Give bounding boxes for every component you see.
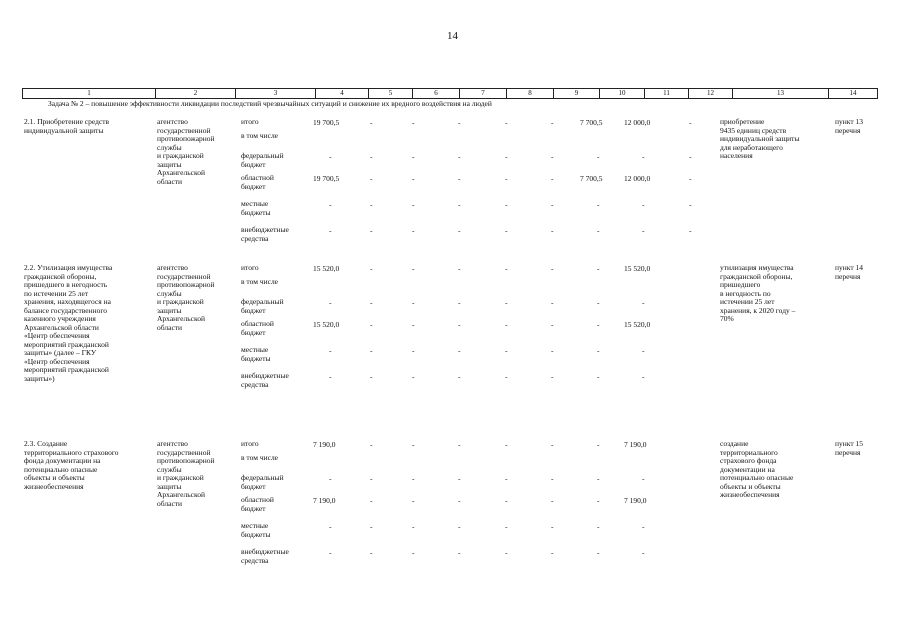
empty-value: -	[505, 372, 508, 381]
empty-value: -	[329, 474, 332, 483]
amount-c11: 12 000,0	[624, 118, 651, 127]
amount-total: 15 520,0	[313, 320, 340, 329]
amount-total: 7 190,0	[313, 440, 336, 449]
list-reference: пункт 15 перечня	[835, 439, 863, 457]
empty-value: -	[505, 522, 508, 531]
empty-value: -	[505, 200, 508, 209]
empty-value: -	[642, 152, 645, 161]
empty-value: -	[689, 226, 692, 235]
funding-label-federal: федеральный бюджет	[241, 473, 284, 491]
expected-result: утилизация имущества гражданской обороны, пришедшего в негодность по истечении 25 лет хранения, к 2020 году – 70%	[720, 263, 796, 323]
empty-value: -	[458, 474, 461, 483]
empty-value: -	[551, 474, 554, 483]
empty-value: -	[458, 298, 461, 307]
empty-value: -	[551, 264, 554, 273]
empty-value: -	[370, 118, 373, 127]
empty-value: -	[370, 226, 373, 235]
empty-value: -	[412, 118, 415, 127]
list-reference: пункт 14 перечня	[835, 263, 863, 281]
col-num-4: 4	[315, 89, 368, 98]
empty-value: -	[329, 298, 332, 307]
empty-value: -	[505, 320, 508, 329]
empty-value: -	[597, 474, 600, 483]
empty-value: -	[329, 346, 332, 355]
empty-value: -	[329, 372, 332, 381]
funding-label-regional: областной бюджет	[241, 319, 274, 337]
empty-value: -	[551, 118, 554, 127]
empty-value: -	[551, 346, 554, 355]
empty-value: -	[505, 118, 508, 127]
empty-value: -	[458, 264, 461, 273]
task-title: Задача № 2 – повышение эффективности ликвидации последствий чрезвычайных ситуаций и снижение их вредного воздействия на людей	[48, 99, 492, 108]
empty-value: -	[458, 346, 461, 355]
col-num-2: 2	[155, 89, 235, 98]
amount-c11: 7 190,0	[624, 496, 647, 505]
amount-total: 19 700,5	[313, 174, 340, 183]
col-num-11: 11	[644, 89, 688, 98]
empty-value: -	[597, 298, 600, 307]
empty-value: -	[458, 496, 461, 505]
empty-value: -	[458, 226, 461, 235]
empty-value: -	[689, 200, 692, 209]
empty-value: -	[458, 320, 461, 329]
empty-value: -	[505, 174, 508, 183]
funding-label-total: итого	[241, 439, 259, 448]
empty-value: -	[370, 152, 373, 161]
empty-value: -	[597, 320, 600, 329]
empty-value: -	[642, 548, 645, 557]
empty-value: -	[505, 496, 508, 505]
empty-value: -	[329, 522, 332, 531]
empty-value: -	[370, 440, 373, 449]
empty-value: -	[642, 346, 645, 355]
amount-c10: 7 700,5	[580, 118, 603, 127]
empty-value: -	[505, 548, 508, 557]
empty-value: -	[412, 522, 415, 531]
funding-label-extra: внебюджетные средства	[241, 547, 289, 565]
empty-value: -	[458, 548, 461, 557]
empty-value: -	[329, 152, 332, 161]
empty-value: -	[412, 226, 415, 235]
col-num-5: 5	[368, 89, 412, 98]
empty-value: -	[597, 548, 600, 557]
empty-value: -	[412, 320, 415, 329]
col-num-13: 13	[732, 89, 828, 98]
empty-value: -	[642, 298, 645, 307]
empty-value: -	[551, 440, 554, 449]
empty-value: -	[597, 522, 600, 531]
empty-value: -	[551, 548, 554, 557]
empty-value: -	[551, 372, 554, 381]
empty-value: -	[597, 346, 600, 355]
measure-name: 2.3. Создание территориального страхового фонда документации на потенциально опасные объекты и объекты жизнеобеспечения	[24, 439, 119, 491]
empty-value: -	[370, 548, 373, 557]
list-reference: пункт 13 перечня	[835, 117, 863, 135]
col-num-1: 1	[22, 89, 155, 98]
empty-value: -	[505, 264, 508, 273]
empty-value: -	[412, 496, 415, 505]
empty-value: -	[412, 548, 415, 557]
executor: агентство государственной противопожарной службы и гражданской защиты Архангельской области	[157, 117, 215, 186]
empty-value: -	[642, 474, 645, 483]
empty-value: -	[551, 298, 554, 307]
measure-name: 2.1. Приобретение средств индивидуальной защиты	[24, 117, 110, 135]
amount-c11: 15 520,0	[624, 320, 651, 329]
empty-value: -	[412, 174, 415, 183]
empty-value: -	[370, 522, 373, 531]
empty-value: -	[689, 152, 692, 161]
empty-value: -	[458, 118, 461, 127]
empty-value: -	[412, 440, 415, 449]
empty-value: -	[551, 496, 554, 505]
col-num-7: 7	[459, 89, 506, 98]
empty-value: -	[370, 200, 373, 209]
funding-label-incl: в том числе	[241, 277, 279, 286]
funding-label-extra: внебюджетные средства	[241, 225, 289, 243]
empty-value: -	[458, 440, 461, 449]
amount-c10: 7 700,5	[580, 174, 603, 183]
col-num-3: 3	[235, 89, 315, 98]
empty-value: -	[689, 174, 692, 183]
empty-value: -	[505, 152, 508, 161]
col-num-8: 8	[506, 89, 553, 98]
empty-value: -	[642, 372, 645, 381]
funding-label-federal: федеральный бюджет	[241, 151, 284, 169]
empty-value: -	[551, 320, 554, 329]
empty-value: -	[412, 474, 415, 483]
amount-c11: 12 000,0	[624, 174, 651, 183]
col-num-10: 10	[599, 89, 644, 98]
empty-value: -	[329, 548, 332, 557]
empty-value: -	[505, 226, 508, 235]
funding-label-extra: внебюджетные средства	[241, 371, 289, 389]
amount-c11: 15 520,0	[624, 264, 651, 273]
empty-value: -	[597, 440, 600, 449]
empty-value: -	[412, 298, 415, 307]
empty-value: -	[551, 152, 554, 161]
funding-label-local: местные бюджеты	[241, 521, 271, 539]
funding-label-total: итого	[241, 263, 259, 272]
empty-value: -	[412, 152, 415, 161]
empty-value: -	[551, 174, 554, 183]
empty-value: -	[689, 118, 692, 127]
executor: агентство государственной противопожарной службы и гражданской защиты Архангельской области	[157, 263, 215, 332]
funding-label-total: итого	[241, 117, 259, 126]
amount-total: 19 700,5	[313, 118, 340, 127]
empty-value: -	[505, 440, 508, 449]
empty-value: -	[458, 372, 461, 381]
funding-label-regional: областной бюджет	[241, 495, 274, 513]
empty-value: -	[370, 298, 373, 307]
empty-value: -	[597, 264, 600, 273]
empty-value: -	[412, 264, 415, 273]
empty-value: -	[597, 372, 600, 381]
empty-value: -	[551, 226, 554, 235]
empty-value: -	[505, 474, 508, 483]
funding-label-incl: в том числе	[241, 131, 279, 140]
empty-value: -	[412, 372, 415, 381]
empty-value: -	[370, 174, 373, 183]
empty-value: -	[551, 200, 554, 209]
funding-label-incl: в том числе	[241, 453, 279, 462]
expected-result: приобретение 9435 единиц средств индивидуальной защиты для неработающего населения	[720, 117, 800, 160]
empty-value: -	[458, 174, 461, 183]
empty-value: -	[642, 226, 645, 235]
empty-value: -	[370, 264, 373, 273]
funding-label-federal: федеральный бюджет	[241, 297, 284, 315]
expected-result: создание территориального страхового фонда документации на потенциально опасные объекты и объекты жизнеобеспечения	[720, 439, 794, 499]
empty-value: -	[505, 346, 508, 355]
empty-value: -	[370, 320, 373, 329]
empty-value: -	[642, 200, 645, 209]
amount-total: 7 190,0	[313, 496, 336, 505]
funding-label-regional: областной бюджет	[241, 173, 274, 191]
empty-value: -	[329, 200, 332, 209]
executor: агентство государственной противопожарной службы и гражданской защиты Архангельской области	[157, 439, 215, 508]
col-num-9: 9	[553, 89, 599, 98]
empty-value: -	[642, 522, 645, 531]
empty-value: -	[458, 200, 461, 209]
empty-value: -	[370, 346, 373, 355]
col-num-14: 14	[828, 89, 878, 98]
col-num-12: 12	[688, 89, 732, 98]
empty-value: -	[370, 474, 373, 483]
empty-value: -	[505, 298, 508, 307]
amount-total: 15 520,0	[313, 264, 340, 273]
amount-c11: 7 190,0	[624, 440, 647, 449]
empty-value: -	[597, 226, 600, 235]
empty-value: -	[597, 496, 600, 505]
empty-value: -	[551, 522, 554, 531]
empty-value: -	[329, 226, 332, 235]
empty-value: -	[412, 346, 415, 355]
column-number-header	[22, 88, 878, 99]
measure-name: 2.2. Утилизация имущества гражданской обороны, пришедшего в негодность по истечении 25 лет хранения, находящегося на балансе государственного казенного учреждения Архангельской области «Центр обеспечения мероприятий гражданской защиты» (далее – ГКУ «Центр обеспечения мероприятий гражданской защиты»)	[24, 263, 113, 383]
empty-value: -	[597, 152, 600, 161]
empty-value: -	[370, 372, 373, 381]
empty-value: -	[458, 522, 461, 531]
empty-value: -	[597, 200, 600, 209]
page-number: 14	[447, 30, 458, 42]
funding-label-local: местные бюджеты	[241, 199, 271, 217]
empty-value: -	[458, 152, 461, 161]
funding-label-local: местные бюджеты	[241, 345, 271, 363]
empty-value: -	[370, 496, 373, 505]
empty-value: -	[412, 200, 415, 209]
col-num-6: 6	[412, 89, 459, 98]
